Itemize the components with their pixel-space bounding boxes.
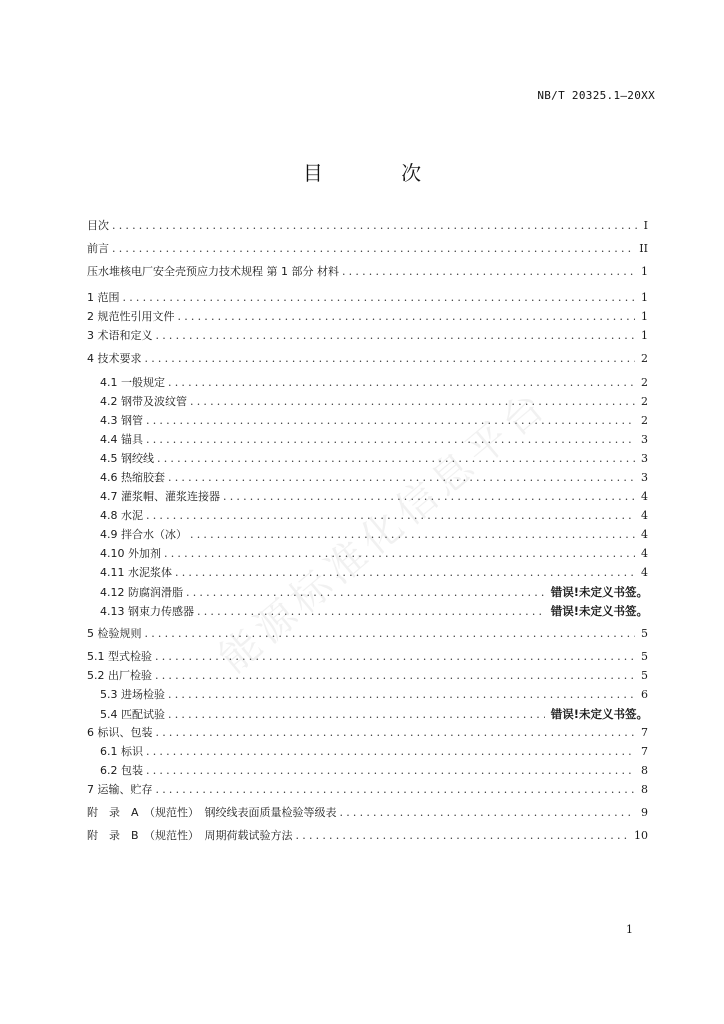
toc-entry-page: 4: [641, 509, 648, 522]
toc-leader-dots: [146, 508, 635, 524]
toc-entry[interactable]: [100, 527, 648, 543]
toc-entry[interactable]: [100, 470, 648, 486]
toc-entry[interactable]: [100, 546, 648, 562]
toc-entry[interactable]: [87, 351, 648, 367]
toc-leader-dots: [342, 264, 635, 280]
toc-leader-dots: [190, 394, 635, 410]
toc-entry-page: 3: [641, 471, 648, 484]
toc-leader-dots: [156, 328, 636, 344]
toc-leader-dots: [223, 489, 635, 505]
toc-entry[interactable]: [100, 744, 648, 760]
toc-entry[interactable]: [87, 782, 648, 798]
toc-entry[interactable]: [100, 706, 648, 722]
toc-entry-page: 7: [641, 745, 648, 758]
toc-entry-page: 6: [641, 688, 648, 701]
toc-entry[interactable]: [100, 413, 648, 429]
toc-entry-label: 2 规范性引用文件: [87, 310, 175, 323]
toc-entry[interactable]: [87, 290, 648, 306]
toc-entry-page: 5: [641, 627, 648, 640]
toc-leader-dots: [146, 413, 635, 429]
toc-entry-label: 5.4 匹配试验: [100, 708, 165, 721]
toc-entry-page: 5: [641, 650, 648, 663]
toc-entry-page: 7: [641, 726, 648, 739]
page-number: 1: [626, 923, 633, 936]
toc-entry[interactable]: [100, 603, 648, 619]
toc-entry-page: 1: [641, 329, 648, 342]
toc-entry-label: 5.3 进场检验: [100, 688, 165, 701]
toc-entry-label: 4 技术要求: [87, 352, 142, 365]
toc-leader-dots: [197, 604, 545, 620]
toc-entry-page: 4: [641, 528, 648, 541]
toc-entry[interactable]: [87, 649, 648, 665]
toc-entry-page: 2: [641, 414, 648, 427]
toc-entry-page: 5: [641, 669, 648, 682]
toc-entry[interactable]: [87, 264, 648, 280]
toc-entry-label: 前言: [87, 242, 109, 255]
toc-leader-dots: [123, 290, 636, 306]
toc-leader-dots: [168, 375, 635, 391]
toc-entry-label: 4.5 钢绞线: [100, 452, 154, 465]
toc-entry-label: 4.9 拌合水（冰）: [100, 528, 187, 541]
toc-entry-label: 1 范围: [87, 291, 120, 304]
toc-entry-page: 10: [634, 829, 648, 842]
toc-entry[interactable]: [100, 375, 648, 391]
toc-entry-label: 4.12 防腐润滑脂: [100, 586, 183, 599]
toc-entry-page: 9: [641, 806, 648, 819]
toc-leader-dots: [168, 470, 635, 486]
toc-leader-dots: [112, 218, 638, 234]
toc-entry-page: 2: [641, 376, 648, 389]
toc-entry-label: 附 录 B （规范性） 周期荷载试验方法: [87, 829, 293, 842]
toc-leader-dots: [156, 725, 636, 741]
toc-entry[interactable]: [100, 508, 648, 524]
toc-entry-page: 2: [641, 395, 648, 408]
toc-entry-page: 2: [641, 352, 648, 365]
toc-leader-dots: [145, 626, 636, 642]
toc-entry[interactable]: [100, 565, 648, 581]
toc-entry-page: I: [643, 219, 648, 232]
toc-entry-label: 4.7 灌浆帽、灌浆连接器: [100, 490, 220, 503]
toc-entry[interactable]: [100, 584, 648, 600]
toc-leader-dots: [168, 687, 635, 703]
toc-leader-dots: [164, 546, 635, 562]
toc-leader-dots: [155, 668, 635, 684]
toc-entry[interactable]: [100, 394, 648, 410]
toc-entry[interactable]: [87, 626, 648, 642]
toc-entry-label: 4.10 外加剂: [100, 547, 161, 560]
toc-entry[interactable]: [87, 241, 648, 257]
toc-leader-dots: [155, 649, 635, 665]
toc-entry-label: 4.6 热缩胶套: [100, 471, 165, 484]
toc-entry-page: II: [639, 242, 648, 255]
toc-entry-label: 目次: [87, 219, 109, 232]
toc-entry-page: 1: [641, 265, 648, 278]
toc-entry[interactable]: [87, 218, 648, 234]
toc-entry-page: 1: [641, 310, 648, 323]
toc-entry-label: 5.2 出厂检验: [87, 669, 152, 682]
toc-leader-dots: [186, 585, 545, 601]
toc-leader-dots: [340, 805, 635, 821]
toc-entry-label: 6.2 包装: [100, 764, 143, 777]
toc-entry-label: 4.11 水泥浆体: [100, 566, 172, 579]
toc-entry-label: 6 标识、包装: [87, 726, 153, 739]
toc-entry-page: 错误!未定义书签。: [550, 707, 648, 721]
toc-entry-label: 5.1 型式检验: [87, 650, 152, 663]
toc-entry[interactable]: [87, 725, 648, 741]
toc-entry-label: 4.13 钢束力传感器: [100, 605, 194, 618]
toc-entry-page: 8: [641, 783, 648, 796]
toc-leader-dots: [168, 707, 545, 723]
toc-entry[interactable]: [100, 432, 648, 448]
toc-entry-label: 4.8 水泥: [100, 509, 143, 522]
toc-entry-page: 3: [641, 452, 648, 465]
toc-leader-dots: [146, 432, 635, 448]
toc-entry[interactable]: [87, 668, 648, 684]
toc-entry-label: 4.2 钢带及波纹管: [100, 395, 187, 408]
toc-leader-dots: [175, 565, 635, 581]
toc-entry[interactable]: [87, 828, 648, 844]
toc-entry[interactable]: [100, 451, 648, 467]
toc-entry-page: 错误!未定义书签。: [550, 585, 648, 599]
toc-leader-dots: [156, 782, 636, 798]
toc-entry-page: 4: [641, 566, 648, 579]
toc-entry[interactable]: [100, 687, 648, 703]
toc-entry-label: 3 术语和定义: [87, 329, 153, 342]
toc-leader-dots: [157, 451, 635, 467]
toc-leader-dots: [112, 241, 633, 257]
toc-leader-dots: [145, 351, 636, 367]
toc-entry-label: 4.1 一般规定: [100, 376, 165, 389]
toc-leader-dots: [296, 828, 628, 844]
toc-entry-label: 附 录 A （规范性） 钢绞线表面质量检验等级表: [87, 806, 337, 819]
toc-entry[interactable]: [100, 489, 648, 505]
toc-entry-label: 压水堆核电厂安全壳预应力技术规程 第 1 部分 材料: [87, 265, 339, 278]
toc-leader-dots: [146, 763, 635, 779]
toc-entry-label: 4.4 锚具: [100, 433, 143, 446]
toc-entry-page: 4: [641, 547, 648, 560]
toc-entry-page: 错误!未定义书签。: [550, 604, 648, 618]
toc-entry-page: 8: [641, 764, 648, 777]
standard-code: NB/T 20325.1—20XX: [537, 89, 655, 102]
watermark: 能源标准化信息平台: [210, 380, 558, 683]
page-title: 目 次: [302, 161, 458, 185]
toc-leader-dots: [190, 527, 635, 543]
toc-entry[interactable]: [87, 328, 648, 344]
toc-entry-label: 4.3 钢管: [100, 414, 143, 427]
toc-leader-dots: [146, 744, 635, 760]
toc-entry-label: 7 运输、贮存: [87, 783, 153, 796]
toc-entry-label: 5 检验规则: [87, 627, 142, 640]
toc-leader-dots: [178, 309, 636, 325]
toc-entry[interactable]: [100, 763, 648, 779]
toc-entry-label: 6.1 标识: [100, 745, 143, 758]
toc-entry-page: 3: [641, 433, 648, 446]
toc-entry-page: 4: [641, 490, 648, 503]
toc-entry[interactable]: [87, 309, 648, 325]
toc-entry-page: 1: [641, 291, 648, 304]
toc-entry[interactable]: [87, 805, 648, 821]
